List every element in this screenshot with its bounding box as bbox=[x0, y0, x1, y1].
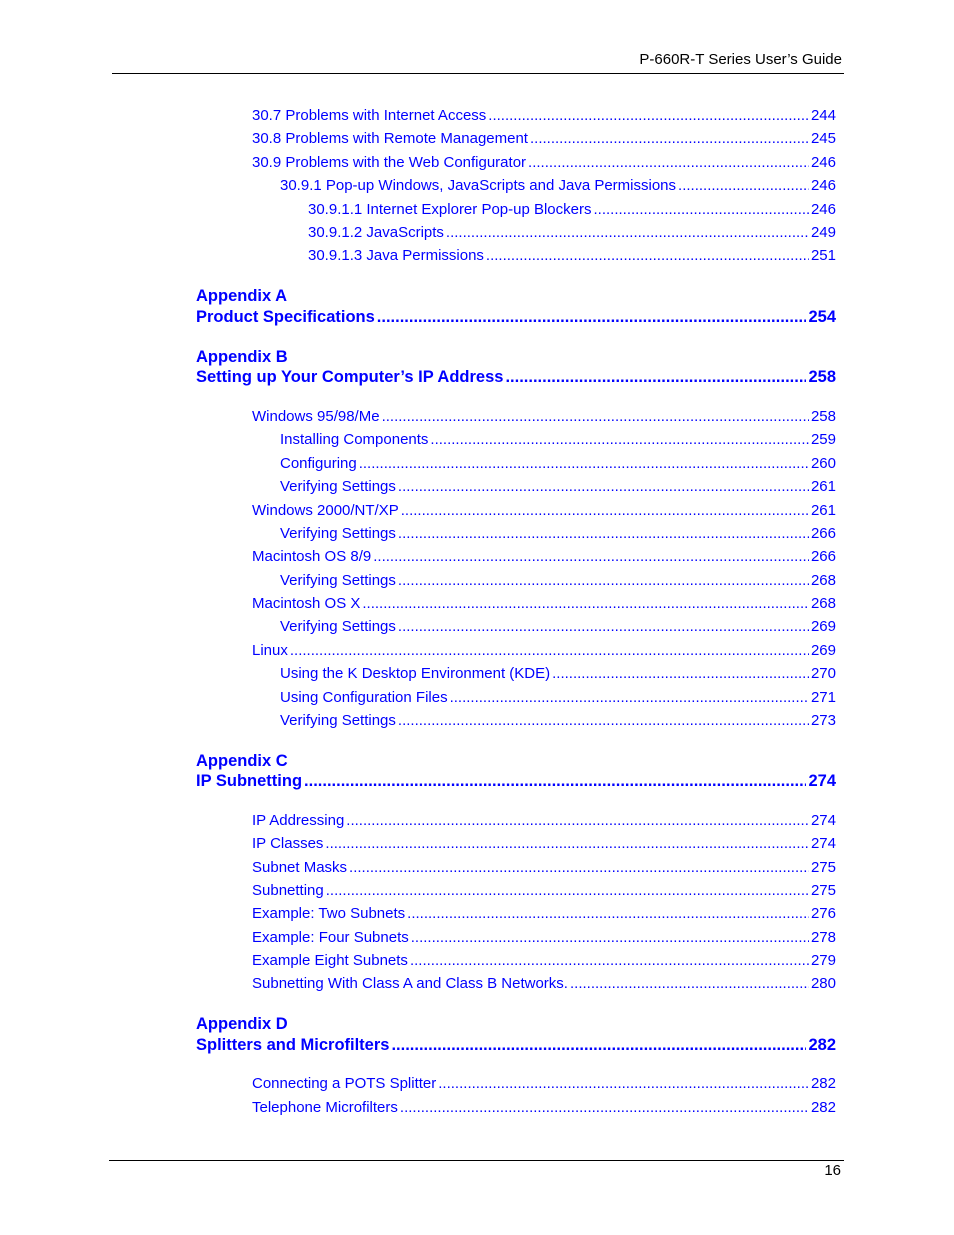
toc-page-number: 269 bbox=[810, 618, 836, 635]
toc-page-number: 271 bbox=[810, 689, 836, 706]
toc-entry-link[interactable] bbox=[252, 1098, 836, 1118]
dot-leader bbox=[438, 1074, 809, 1094]
toc-entry-title: Subnet Masks bbox=[252, 859, 348, 876]
toc-entry-title: Configuring bbox=[280, 455, 357, 472]
dot-leader bbox=[304, 770, 806, 792]
toc-entry-title: 30.9.1 Pop-up Windows, JavaScripts and Java Permissions bbox=[280, 177, 677, 194]
toc-entry-link[interactable] bbox=[252, 881, 836, 901]
toc-entry-link[interactable] bbox=[280, 688, 836, 708]
toc-entry-title: Verifying Settings bbox=[280, 572, 396, 589]
toc-entry-link[interactable] bbox=[252, 407, 836, 427]
toc-entry-title: Verifying Settings bbox=[280, 618, 396, 635]
dot-leader bbox=[373, 547, 809, 567]
toc-entry-title: Verifying Settings bbox=[280, 712, 396, 729]
toc-entry-link[interactable] bbox=[280, 176, 836, 196]
toc-page-number: 280 bbox=[810, 975, 836, 992]
toc-entry-link[interactable] bbox=[252, 641, 836, 661]
toc-entry-link[interactable] bbox=[280, 430, 836, 450]
toc-entry-title: Verifying Settings bbox=[280, 478, 396, 495]
toc-entry-title: Product Specifications bbox=[196, 308, 375, 326]
dot-leader bbox=[398, 524, 809, 544]
toc-page-number: 275 bbox=[810, 882, 836, 899]
toc-entry-title: 30.9 Problems with the Web Configurator bbox=[252, 154, 527, 171]
toc-page-number: 245 bbox=[810, 130, 836, 147]
toc-page-number: 266 bbox=[810, 525, 836, 542]
toc-entry-link[interactable] bbox=[308, 200, 836, 220]
dot-leader bbox=[359, 454, 809, 474]
toc-page-number: 249 bbox=[810, 224, 836, 241]
toc-entry-link[interactable] bbox=[280, 524, 836, 544]
toc-page-number: 244 bbox=[810, 107, 836, 124]
toc-page-number: 269 bbox=[810, 642, 836, 659]
dot-leader bbox=[398, 711, 809, 731]
toc-chapter-link[interactable] bbox=[196, 306, 836, 328]
dot-leader bbox=[391, 1034, 806, 1056]
dot-leader bbox=[398, 571, 809, 591]
toc-page-number: 278 bbox=[810, 929, 836, 946]
toc-entry-title: Linux bbox=[252, 642, 288, 659]
toc-entry-link[interactable] bbox=[280, 664, 836, 684]
toc-entry-title: IP Classes bbox=[252, 835, 324, 852]
toc-entry-link[interactable] bbox=[280, 454, 836, 474]
toc-page-number: 261 bbox=[810, 502, 836, 519]
dot-leader bbox=[382, 407, 809, 427]
toc-entry-link[interactable] bbox=[252, 904, 836, 924]
toc-entry-title: Macintosh OS 8/9 bbox=[252, 548, 372, 565]
toc-entry-link[interactable] bbox=[280, 477, 836, 497]
dot-leader bbox=[594, 200, 809, 220]
dot-leader bbox=[505, 366, 806, 388]
dot-leader bbox=[528, 153, 809, 173]
dot-leader bbox=[450, 688, 809, 708]
toc-entry-title: Connecting a POTS Splitter bbox=[252, 1075, 437, 1092]
dot-leader bbox=[400, 1098, 809, 1118]
toc-page-number: 279 bbox=[810, 952, 836, 969]
toc-page-number: 276 bbox=[810, 905, 836, 922]
toc-entry-title: Macintosh OS X bbox=[252, 595, 361, 612]
toc-page-number: 268 bbox=[810, 595, 836, 612]
toc-page-number: 282 bbox=[810, 1099, 836, 1116]
toc-chapter-link[interactable] bbox=[196, 1034, 836, 1056]
toc-page-number: 254 bbox=[808, 308, 836, 326]
toc-entry-link[interactable] bbox=[280, 617, 836, 637]
toc-entry-title: IP Addressing bbox=[252, 812, 345, 829]
toc-appendix-heading[interactable]: Appendix A bbox=[196, 287, 288, 305]
toc-entry-title: Setting up Your Computer’s IP Address bbox=[196, 368, 504, 386]
toc-chapter-link[interactable] bbox=[196, 366, 836, 388]
toc-entry-link[interactable] bbox=[308, 223, 836, 243]
toc-page-number: 251 bbox=[810, 247, 836, 264]
page-number: 16 bbox=[824, 1162, 841, 1179]
toc-entry-title: Verifying Settings bbox=[280, 525, 396, 542]
dot-leader bbox=[349, 858, 809, 878]
toc-entry-title: 30.9.1.3 Java Permissions bbox=[308, 247, 484, 264]
dot-leader bbox=[411, 928, 809, 948]
dot-leader bbox=[552, 664, 809, 684]
toc-page-number: 282 bbox=[810, 1075, 836, 1092]
toc-page-number: 261 bbox=[810, 478, 836, 495]
dot-leader bbox=[290, 641, 809, 661]
toc-entry-title: Using Configuration Files bbox=[280, 689, 448, 706]
dot-leader bbox=[530, 129, 809, 149]
toc-entry-title: Telephone Microfilters bbox=[252, 1099, 398, 1116]
toc-entry-title: Example: Four Subnets bbox=[252, 929, 409, 946]
toc-entry-title: Windows 95/98/Me bbox=[252, 408, 380, 425]
toc-page-number: 268 bbox=[810, 572, 836, 589]
toc-page-number: 246 bbox=[810, 154, 836, 171]
dot-leader bbox=[401, 501, 809, 521]
toc-page-number: 270 bbox=[810, 665, 836, 682]
toc-appendix-heading[interactable]: Appendix B bbox=[196, 348, 288, 366]
toc-page-number: 274 bbox=[808, 772, 836, 790]
toc-page-number: 258 bbox=[810, 408, 836, 425]
toc-page-number: 246 bbox=[810, 177, 836, 194]
toc-entry-title: Example: Two Subnets bbox=[252, 905, 406, 922]
toc-entry-link[interactable] bbox=[252, 811, 836, 831]
toc-entry-title: Subnetting bbox=[252, 882, 324, 899]
toc-entry-title: Subnetting With Class A and Class B Networks. bbox=[252, 975, 568, 992]
toc-appendix-heading[interactable]: Appendix C bbox=[196, 752, 288, 770]
toc-page-number: 266 bbox=[810, 548, 836, 565]
dot-leader bbox=[430, 430, 809, 450]
dot-leader bbox=[570, 974, 809, 994]
toc-entry-link[interactable] bbox=[252, 834, 836, 854]
dot-leader bbox=[407, 904, 809, 924]
toc-entry-link[interactable] bbox=[252, 106, 836, 126]
toc-entry-link[interactable] bbox=[252, 951, 836, 971]
toc-entry-title: 30.9.1.2 JavaScripts bbox=[308, 224, 444, 241]
toc-page-number: 274 bbox=[810, 812, 836, 829]
toc-chapter-link[interactable] bbox=[196, 770, 836, 792]
toc-entry-link[interactable] bbox=[252, 858, 836, 878]
toc-page-number: 259 bbox=[810, 431, 836, 448]
dot-leader bbox=[446, 223, 809, 243]
dot-leader bbox=[326, 881, 809, 901]
dot-leader bbox=[486, 246, 809, 266]
toc-entry-title: IP Subnetting bbox=[196, 772, 303, 790]
dot-leader bbox=[377, 306, 807, 328]
toc-page-number: 260 bbox=[810, 455, 836, 472]
document-title: P-660R-T Series User’s Guide bbox=[639, 51, 842, 68]
toc-entry-link[interactable] bbox=[308, 246, 836, 266]
dot-leader bbox=[398, 617, 809, 637]
toc-entry-title: Using the K Desktop Environment (KDE) bbox=[280, 665, 551, 682]
toc-page-number: 273 bbox=[810, 712, 836, 729]
dot-leader bbox=[325, 834, 809, 854]
toc-entry-link[interactable] bbox=[252, 1074, 836, 1094]
toc-entry-link[interactable] bbox=[280, 571, 836, 591]
toc-entry-link[interactable] bbox=[252, 129, 836, 149]
toc-entry-title: Windows 2000/NT/XP bbox=[252, 502, 399, 519]
dot-leader bbox=[362, 594, 809, 614]
toc-page-number: 274 bbox=[810, 835, 836, 852]
toc-entry-title: 30.9.1.1 Internet Explorer Pop-up Blockers bbox=[308, 201, 592, 218]
toc-entry-title: Example Eight Subnets bbox=[252, 952, 408, 969]
dot-leader bbox=[678, 176, 809, 196]
toc-entry-title: Installing Components bbox=[280, 431, 429, 448]
toc-page-number: 258 bbox=[808, 368, 836, 386]
toc-page-number: 282 bbox=[808, 1036, 836, 1054]
dot-leader bbox=[398, 477, 809, 497]
toc-entry-link[interactable] bbox=[252, 974, 836, 994]
toc-entry-link[interactable] bbox=[280, 711, 836, 731]
footer-divider bbox=[109, 1160, 844, 1161]
toc-entry-link[interactable] bbox=[252, 594, 836, 614]
dot-leader bbox=[488, 106, 809, 126]
toc-entry-link[interactable] bbox=[252, 928, 836, 948]
toc-entry-title: 30.7 Problems with Internet Access bbox=[252, 107, 487, 124]
toc-entry-title: Splitters and Microfilters bbox=[196, 1036, 390, 1054]
toc-page-number: 275 bbox=[810, 859, 836, 876]
dot-leader bbox=[346, 811, 809, 831]
toc-page-number: 246 bbox=[810, 201, 836, 218]
toc-entry-link[interactable] bbox=[252, 547, 836, 567]
toc-entry-link[interactable] bbox=[252, 501, 836, 521]
dot-leader bbox=[410, 951, 809, 971]
toc-entry-title: 30.8 Problems with Remote Management bbox=[252, 130, 528, 147]
toc-entry-link[interactable] bbox=[252, 153, 836, 173]
toc-appendix-heading[interactable]: Appendix D bbox=[196, 1015, 288, 1033]
